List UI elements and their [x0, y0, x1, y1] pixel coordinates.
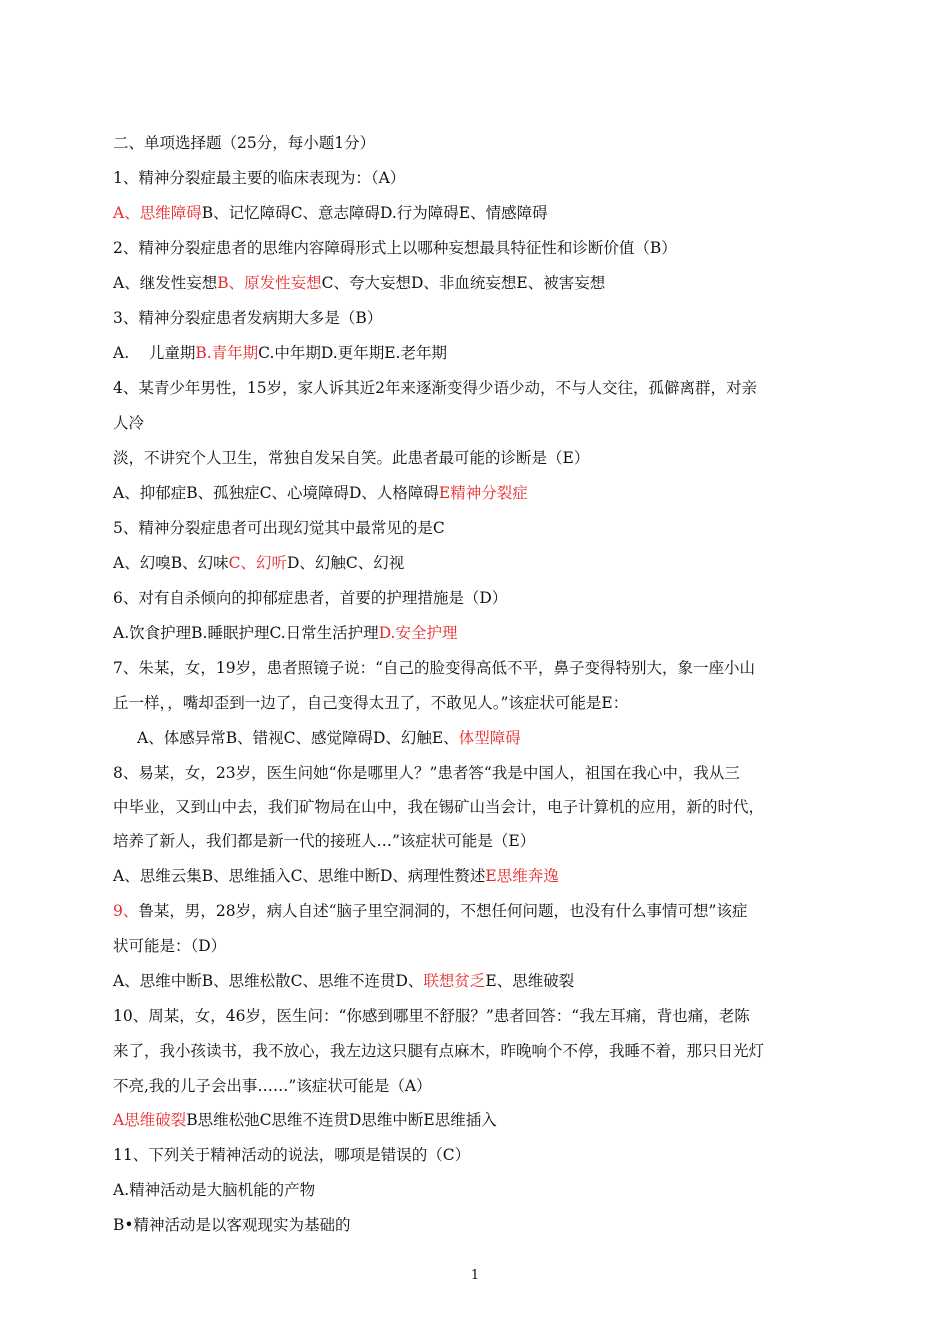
q5-options: A、幻嗅B、幻味C、幻听D、幻触C、幻视	[113, 554, 405, 572]
q5-stem: 5、精神分裂症患者可出现幻觉其中最常见的是C	[113, 519, 445, 537]
q1-options: A、思维障碍B、记忆障碍C、意志障碍D.行为障碍E、情感障碍	[113, 204, 548, 222]
q2-options: A、继发性妄想B、原发性妄想C、夸大妄想D、非血统妄想E、被害妄想	[113, 274, 606, 292]
q7-stem-line1: 7、朱某，女，19岁，患者照镜子说：“自己的脸变得高低不平，鼻子变得特别大，象一座小山	[113, 659, 756, 677]
q3-options: A. 儿童期B.青年期C.中年期D.更年期E.老年期	[113, 344, 447, 362]
q7-stem-line2: 丘一样，，嘴却歪到一边了，自己变得太丑了，不敢见人。”该症状可能是E：	[113, 694, 629, 712]
q3-answer: B.青年期	[195, 344, 259, 362]
q1-stem: 1、精神分裂症最主要的临床表现为：（A）	[113, 169, 406, 187]
q6-answer: D.安全护理	[378, 624, 458, 642]
q4-stem-line1: 4、某青少年男性，15岁，家人诉其近2年来逐渐变得少语少动，不与人交往，孤僻离群，对亲	[113, 379, 757, 397]
q9-options: A、思维中断B、思维松散C、思维不连贯D、联想贫乏E、思维破裂	[113, 972, 575, 990]
q10-stem-line2: 来了，我小孩读书，我不放心，我左边这只腿有点麻木，昨晚响个不停，我睡不着，那只日光灯	[113, 1042, 765, 1060]
q9-stem-line2: 状可能是：（D）	[113, 937, 227, 955]
q2-answer: B、原发性妄想	[217, 274, 322, 292]
q9-number: 9、	[113, 902, 139, 920]
q4-stem-line2: 人冷	[113, 414, 145, 432]
q8-options: A、思维云集B、思维插入C、思维中断D、病理性赘述E思维奔逸	[113, 867, 559, 885]
q10-stem-line3: 不亮,我的儿子会出事……”该症状可能是（A）	[113, 1077, 432, 1095]
q6-options: A.饮食护理B.睡眠护理C.日常生活护理D.安全护理	[113, 624, 458, 642]
q9-stem-line1: 9、鲁某，男，28岁，病人自述“脑子里空洞洞的，不想任何问题，也没有什么事情可想”该症	[113, 902, 748, 920]
q8-stem-line3: 培养了新人，我们都是新一代的接班人…”该症状可能是（E）	[113, 832, 536, 850]
q4-stem-line3: 淡，不讲究个人卫生，常独自发呆自笑。此患者最可能的诊断是（E）	[113, 449, 590, 467]
q6-stem: 6、对有自杀倾向的抑郁症患者，首要的护理措施是（D）	[113, 589, 508, 607]
q3-stem: 3、精神分裂症患者发病期大多是（B）	[113, 309, 383, 327]
q4-options: A、抑郁症B、孤独症C、心境障碍D、人格障碍E精神分裂症	[113, 484, 528, 502]
q11-option-b: B•精神活动是以客观现实为基础的	[113, 1216, 351, 1234]
page-number: 1	[470, 1268, 480, 1283]
q7-options: A、体感异常B、错视C、感觉障碍D、幻触E、体型障碍	[137, 729, 521, 747]
q10-answer: A思维破裂	[113, 1111, 187, 1129]
q5-answer: C、幻听	[228, 554, 287, 572]
q8-answer: E思维奔逸	[485, 867, 559, 885]
q4-answer: E精神分裂症	[438, 484, 528, 502]
q11-stem: 11、下列关于精神活动的说法，哪项是错误的（C）	[113, 1146, 471, 1164]
q8-stem-line2: 中毕业，又到山中去，我们矿物局在山中，我在锡矿山当会计，电子计算机的应用，新的时代，	[113, 798, 765, 816]
q7-answer: 体型障碍	[458, 729, 521, 747]
q1-answer: A、思维障碍	[113, 204, 202, 222]
q10-stem-line1: 10、周某，女，46岁，医生问：“你感到哪里不舒服？”患者回答：“我左耳痛，背也痛，老陈	[113, 1007, 750, 1025]
section-title: 二、单项选择题（25分，每小题1分）	[113, 134, 376, 152]
q9-answer: 联想贫乏	[423, 972, 486, 990]
q11-option-a: A.精神活动是大脑机能的产物	[113, 1181, 316, 1199]
q2-stem: 2、精神分裂症患者的思维内容障碍形式上以哪种妄想最具特征性和诊断价值（B）	[113, 239, 677, 257]
q10-options: A思维破裂B思维松弛C思维不连贯D思维中断E思维插入	[113, 1111, 497, 1129]
q8-stem-line1: 8、易某，女，23岁，医生问她“你是哪里人？”患者答“我是中国人，祖国在我心中，我从三	[113, 764, 740, 782]
